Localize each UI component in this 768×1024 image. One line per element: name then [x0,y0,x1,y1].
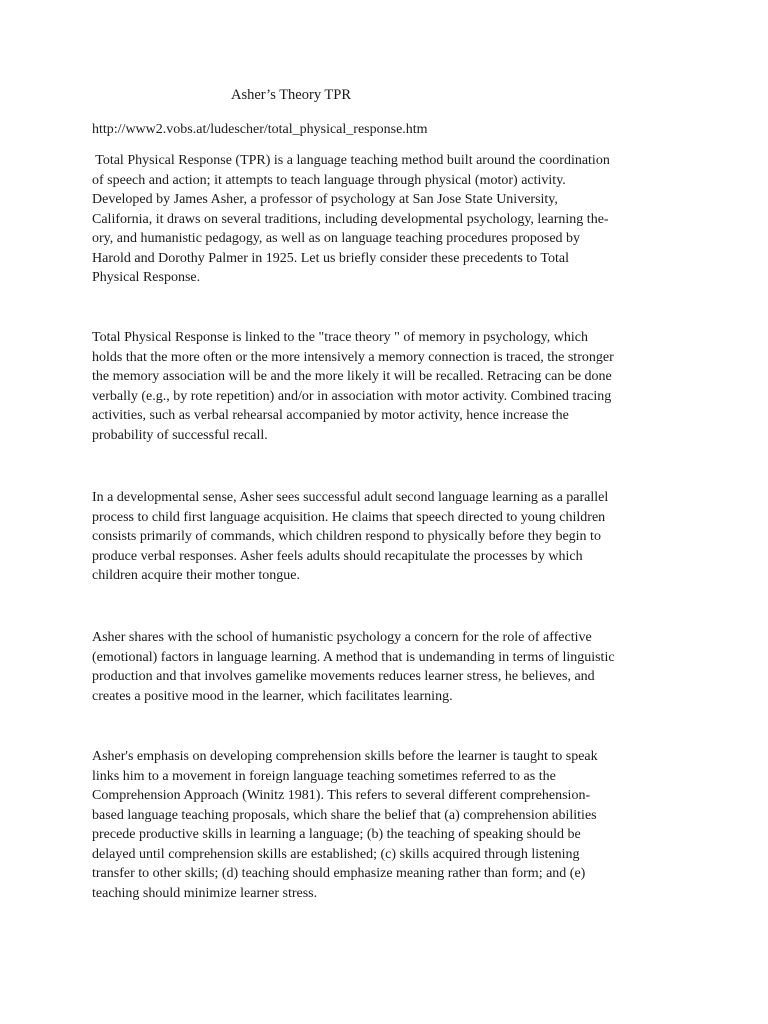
text-line: Harold and Dorothy Palmer in 1925. Let us briefly consider these precedents to Total [92,250,569,266]
text-line: precede productive skills in learning a language; (b) the teaching of speaking should be [92,827,581,842]
text-line: of speech and action; it attempts to teach language through physical (motor) activity. [92,172,566,188]
text-line: activities, such as verbal rehearsal accompanied by motor activity, hence increase the [92,408,569,423]
text-line: links him to a movement in foreign language teaching sometimes referred to as the [92,768,556,784]
paragraph-humanistic [92,628,694,706]
source-url: http://www2.vobs.at/ludescher/total_physical_response.htm [92,122,428,137]
text-line: Total Physical Response is linked to the "trace theory " of memory in psychology, which [92,330,588,345]
text-line: holds that the more often or the more intensively a memory connection is traced, the stronger [92,349,614,365]
text-line: production and that involves gamelike movements reduces learner stress, he believes, and [92,669,595,684]
text-line: ory, and humanistic pedagogy, as well as on language teaching procedures proposed by [92,231,581,246]
text-line: Developed by James Asher, a professor of psychology at San Jose State University, [92,192,558,207]
text-line: transfer to other skills; (d) teaching should emphasize meaning rather than form; and (e) [92,866,586,881]
text-line: consists primarily of commands, which children respond to physically before they begin to [92,529,601,544]
text-line: teaching should minimize learner stress. [92,885,318,901]
text-line: California, it draws on several traditions, including developmental psychology, learning the- [92,211,609,227]
text-line: the memory association will be and the more likely it will be recalled. Retracing can be done [92,369,612,384]
paragraph-trace-theory [92,328,694,445]
text-line: Asher shares with the school of humanistic psychology a concern for the role of affective [92,630,592,645]
text-line: probability of successful recall. [92,427,268,443]
text-line: process to child first language acquisition. He claims that speech directed to young children [92,509,606,525]
text-line: creates a positive mood in the learner, which facilitates learning. [92,688,453,704]
text-line: based language teaching proposals, which share the belief that (a) comprehension abilities [92,807,597,823]
text-line: (emotional) factors in language learning. A method that is undemanding in terms of linguistic [92,649,615,665]
paragraph-developmental [92,488,694,586]
text-line: Asher's emphasis on developing comprehension skills before the learner is taught to speak [92,749,598,764]
text-line: verbally (e.g., by rote repetition) and/or in association with motor activity. Combined tracing [92,388,612,404]
text-line: children acquire their mother tongue. [92,568,300,583]
paragraph-comprehension [92,747,694,903]
text-line: Comprehension Approach (Winitz 1981). This refers to several different comprehension- [92,788,591,803]
text-line: delayed until comprehension skills are established; (c) skills acquired through listening [92,846,580,862]
text-line: Physical Response. [92,270,201,285]
text-line: In a developmental sense, Asher sees successful adult second language learning as a parallel [92,490,609,505]
paragraph-intro [92,151,694,288]
document-title: Asher’s Theory TPR [231,87,352,103]
text-line: Total Physical Response (TPR) is a language teaching method built around the coordination [92,153,610,168]
text-line: produce verbal responses. Asher feels adults should recapitulate the processes by which [92,548,583,564]
